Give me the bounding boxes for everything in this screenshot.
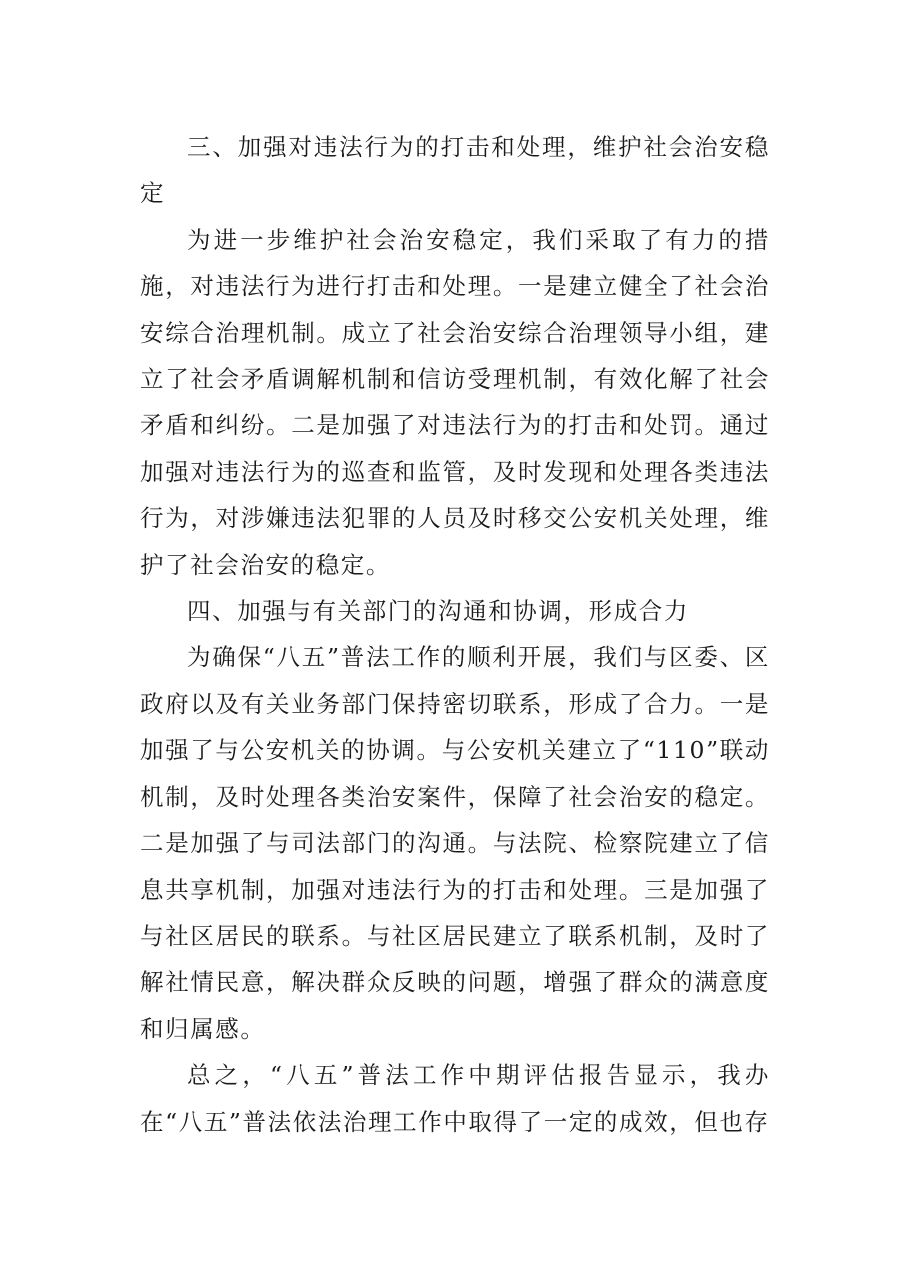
body-paragraph: 为进一步维护社会治安稳定，我们采取了有力的措施，对违法行为进行打击和处理。一是建立健全了社会治安综合治理机制。成立了社会治安综合治理领导小组，建立了社会矛盾调解机制和信访受理机制，有效化解了社会矛盾和纠纷。二是加强了对违法行为的打击和处罚。通过加强对违法行为的巡查和监管，及时发现和处理各类违法行为，对涉嫌违法犯罪的人员及时移交公安机关处理，维护了社会治安的稳定。 xyxy=(140,225,770,579)
body-paragraph: 为确保“八五”普法工作的顺利开展，我们与区委、区政府以及有关业务部门保持密切联系，形成了合力。一是加强了与公安机关的协调。与公安机关建立了“110”联动机制，及时处理各类治安案件，保障了社会治安的稳定。二是加强了与司法部门的沟通。与法院、检察院建立了信息共享机制，加强对违法行为的打击和处理。三是加强了与社区居民的联系。与社区居民建立了联系机制，及时了解社情民意，解决群众反映的问题，增强了群众的满意度和归属感。 xyxy=(140,643,770,1043)
section-heading-3: 三、加强对违法行为的打击和处理，维护社会治安稳定 xyxy=(140,133,770,208)
document-body xyxy=(140,124,770,1145)
section-heading-4: 四、加强与有关部门的沟通和协调，形成合力 xyxy=(187,597,689,626)
summary-paragraph: 总之，“八五”普法工作中期评估报告显示，我办在“八五”普法依法治理工作中取得了一定的成效，但也存 xyxy=(140,1061,770,1136)
